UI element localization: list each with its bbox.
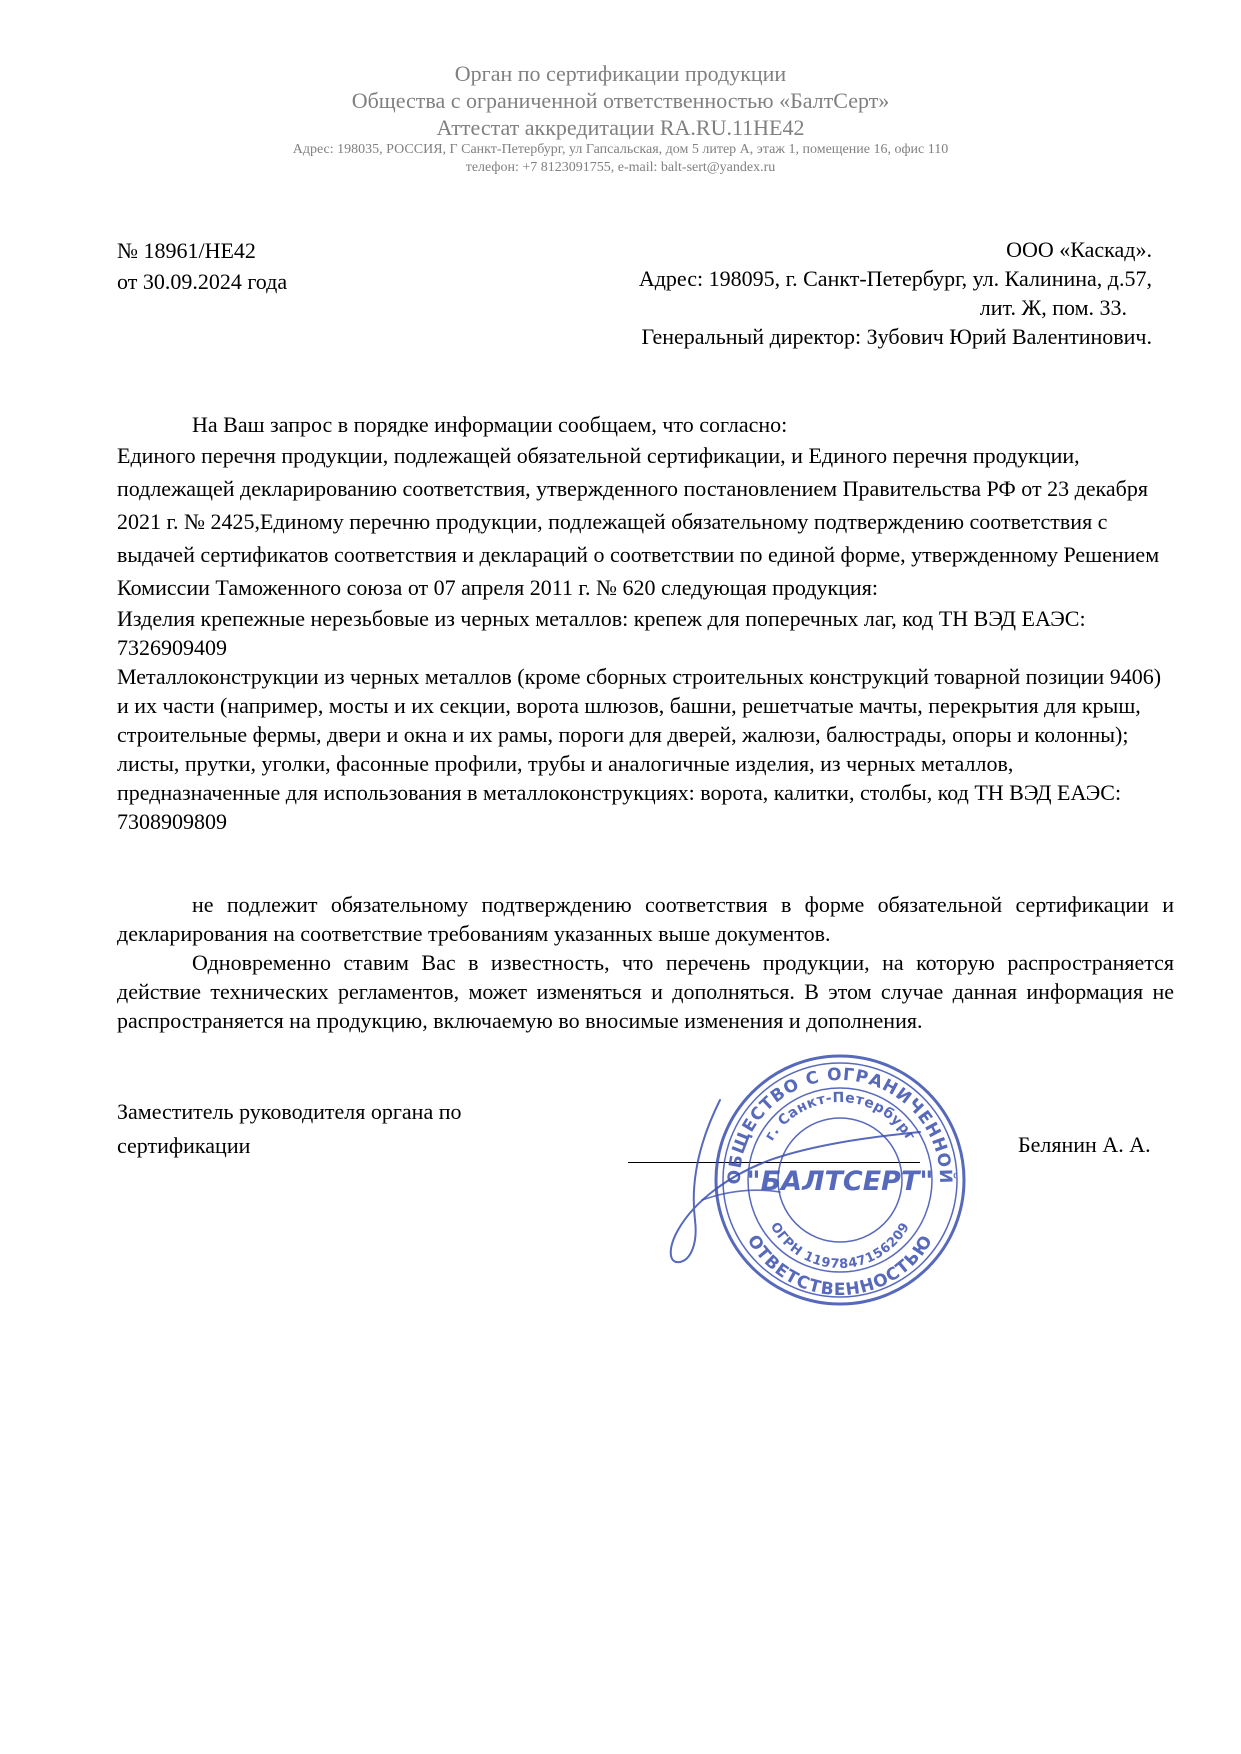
letter-date: от 30.09.2024 года [117, 269, 288, 294]
seal-ogrn-text: ОГРН 1197847156209 [766, 1219, 914, 1273]
letterhead-contacts: телефон: +7 8123091755, e-mail: balt-sert@yandex.ru [465, 160, 776, 175]
letterhead-accreditation: Аттестат аккредитации RA.RU.11НЕ42 [436, 115, 805, 140]
seal-bottom-text: ОТВЕТСТВЕННОСТЬЮ [742, 1231, 938, 1301]
letterhead [0, 60, 1241, 177]
letterhead-org-title: Орган по сертификации продукции [454, 61, 787, 86]
body-product-item-2: Металлоконструкции из черных металлов (кроме сборных строительных конструкций товарной позиции 9406) и их части (например, мосты и их секции, ворота шлюзов, башни, решетчатые мачты, перекрытия для крыш, строительные фермы, двери и окна и их рамы, пороги для дверей, жалюзи, балюстрады, опоры и колонны); листы, прутки, уголки, фасонные профили, трубы и аналогичные изделия, из черных металлов, предназначенные для использования в металлоконструкциях: ворота, калитки, столбы, код ТН ВЭД ЕАЭС: 7308909809 [117, 664, 1162, 834]
seal-city-text: г. Санкт-Петербург [761, 1089, 919, 1144]
signatory-title [117, 1095, 462, 1163]
body-product-item-1: Изделия крепежные нерезьбовые из черных металлов: крепеж для поперечных лаг, код ТН ВЭД ЕАЭС: 7326909409 [117, 606, 1086, 660]
signatory-title-line2: сертификации [117, 1133, 251, 1158]
letterhead-company-name: Общества с ограниченной ответственностью «БалтСерт» [351, 88, 890, 113]
body-intro: На Ваш запрос в порядке информации сообщаем, что согласно: [192, 412, 788, 437]
body-main-paragraph: Единого перечня продукции, подлежащей обязательной сертификации, и Единого перечня продукции, подлежащей декларированию соответствия, утвержденного постановлением Правительства РФ от 23 декабря 2021 г. № 2425,Единому перечню продукции, подлежащей обязательному подтверждению соответствия с выдачей сертификатов соответствия и деклараций о соответствии по единой форме, утвержденному Решением Комиссии Таможенного союза от 07 апреля 2011 г. № 620 следующая продукция: [117, 443, 1160, 600]
signatory-title-line1: Заместитель руководителя органа по [117, 1099, 462, 1124]
addressee-address-line2: лит. Ж, пом. 33. [979, 295, 1127, 320]
seal-outer-text: ОБЩЕСТВО С ОГРАНИЧЕННОЙ [724, 1064, 956, 1185]
letter-conclusion [117, 890, 1174, 1035]
body-conclusion: не подлежит обязательному подтверждению соответствия в форме обязательной сертификации и декларирования на соответствие требованиям указанных выше документов. [117, 892, 1174, 946]
letterhead-address: Адрес: 198035, РОССИЯ, Г Санкт-Петербург, ул Гапсальская, дом 5 литер А, этаж 1, помещение 16, офис 110 [292, 142, 949, 157]
addressee-company: ООО «Каскад». [1006, 237, 1152, 262]
addressee-block [452, 235, 1152, 351]
body-notice: Одновременно ставим Вас в известность, что перечень продукции, на которую распространяется действие технических регламентов, может изменяться и дополняться. В этом случае данная информация не распространяется на продукцию, включаемую во вносимые изменения и дополнения. [117, 950, 1174, 1033]
seal-center-text: "БАЛТСЕРТ" [746, 1166, 934, 1197]
letter-body [117, 410, 1174, 836]
signatory-name: Белянин А. А. [1018, 1132, 1151, 1157]
letter-reference [117, 235, 287, 297]
letter-number: № 18961/НЕ42 [117, 238, 256, 263]
addressee-director: Генеральный директор: Зубович Юрий Валентинович. [641, 324, 1152, 349]
addressee-address-line1: Адрес: 198095, г. Санкт-Петербург, ул. Калинина, д.57, [638, 266, 1152, 291]
handwritten-signature [660, 1080, 940, 1280]
